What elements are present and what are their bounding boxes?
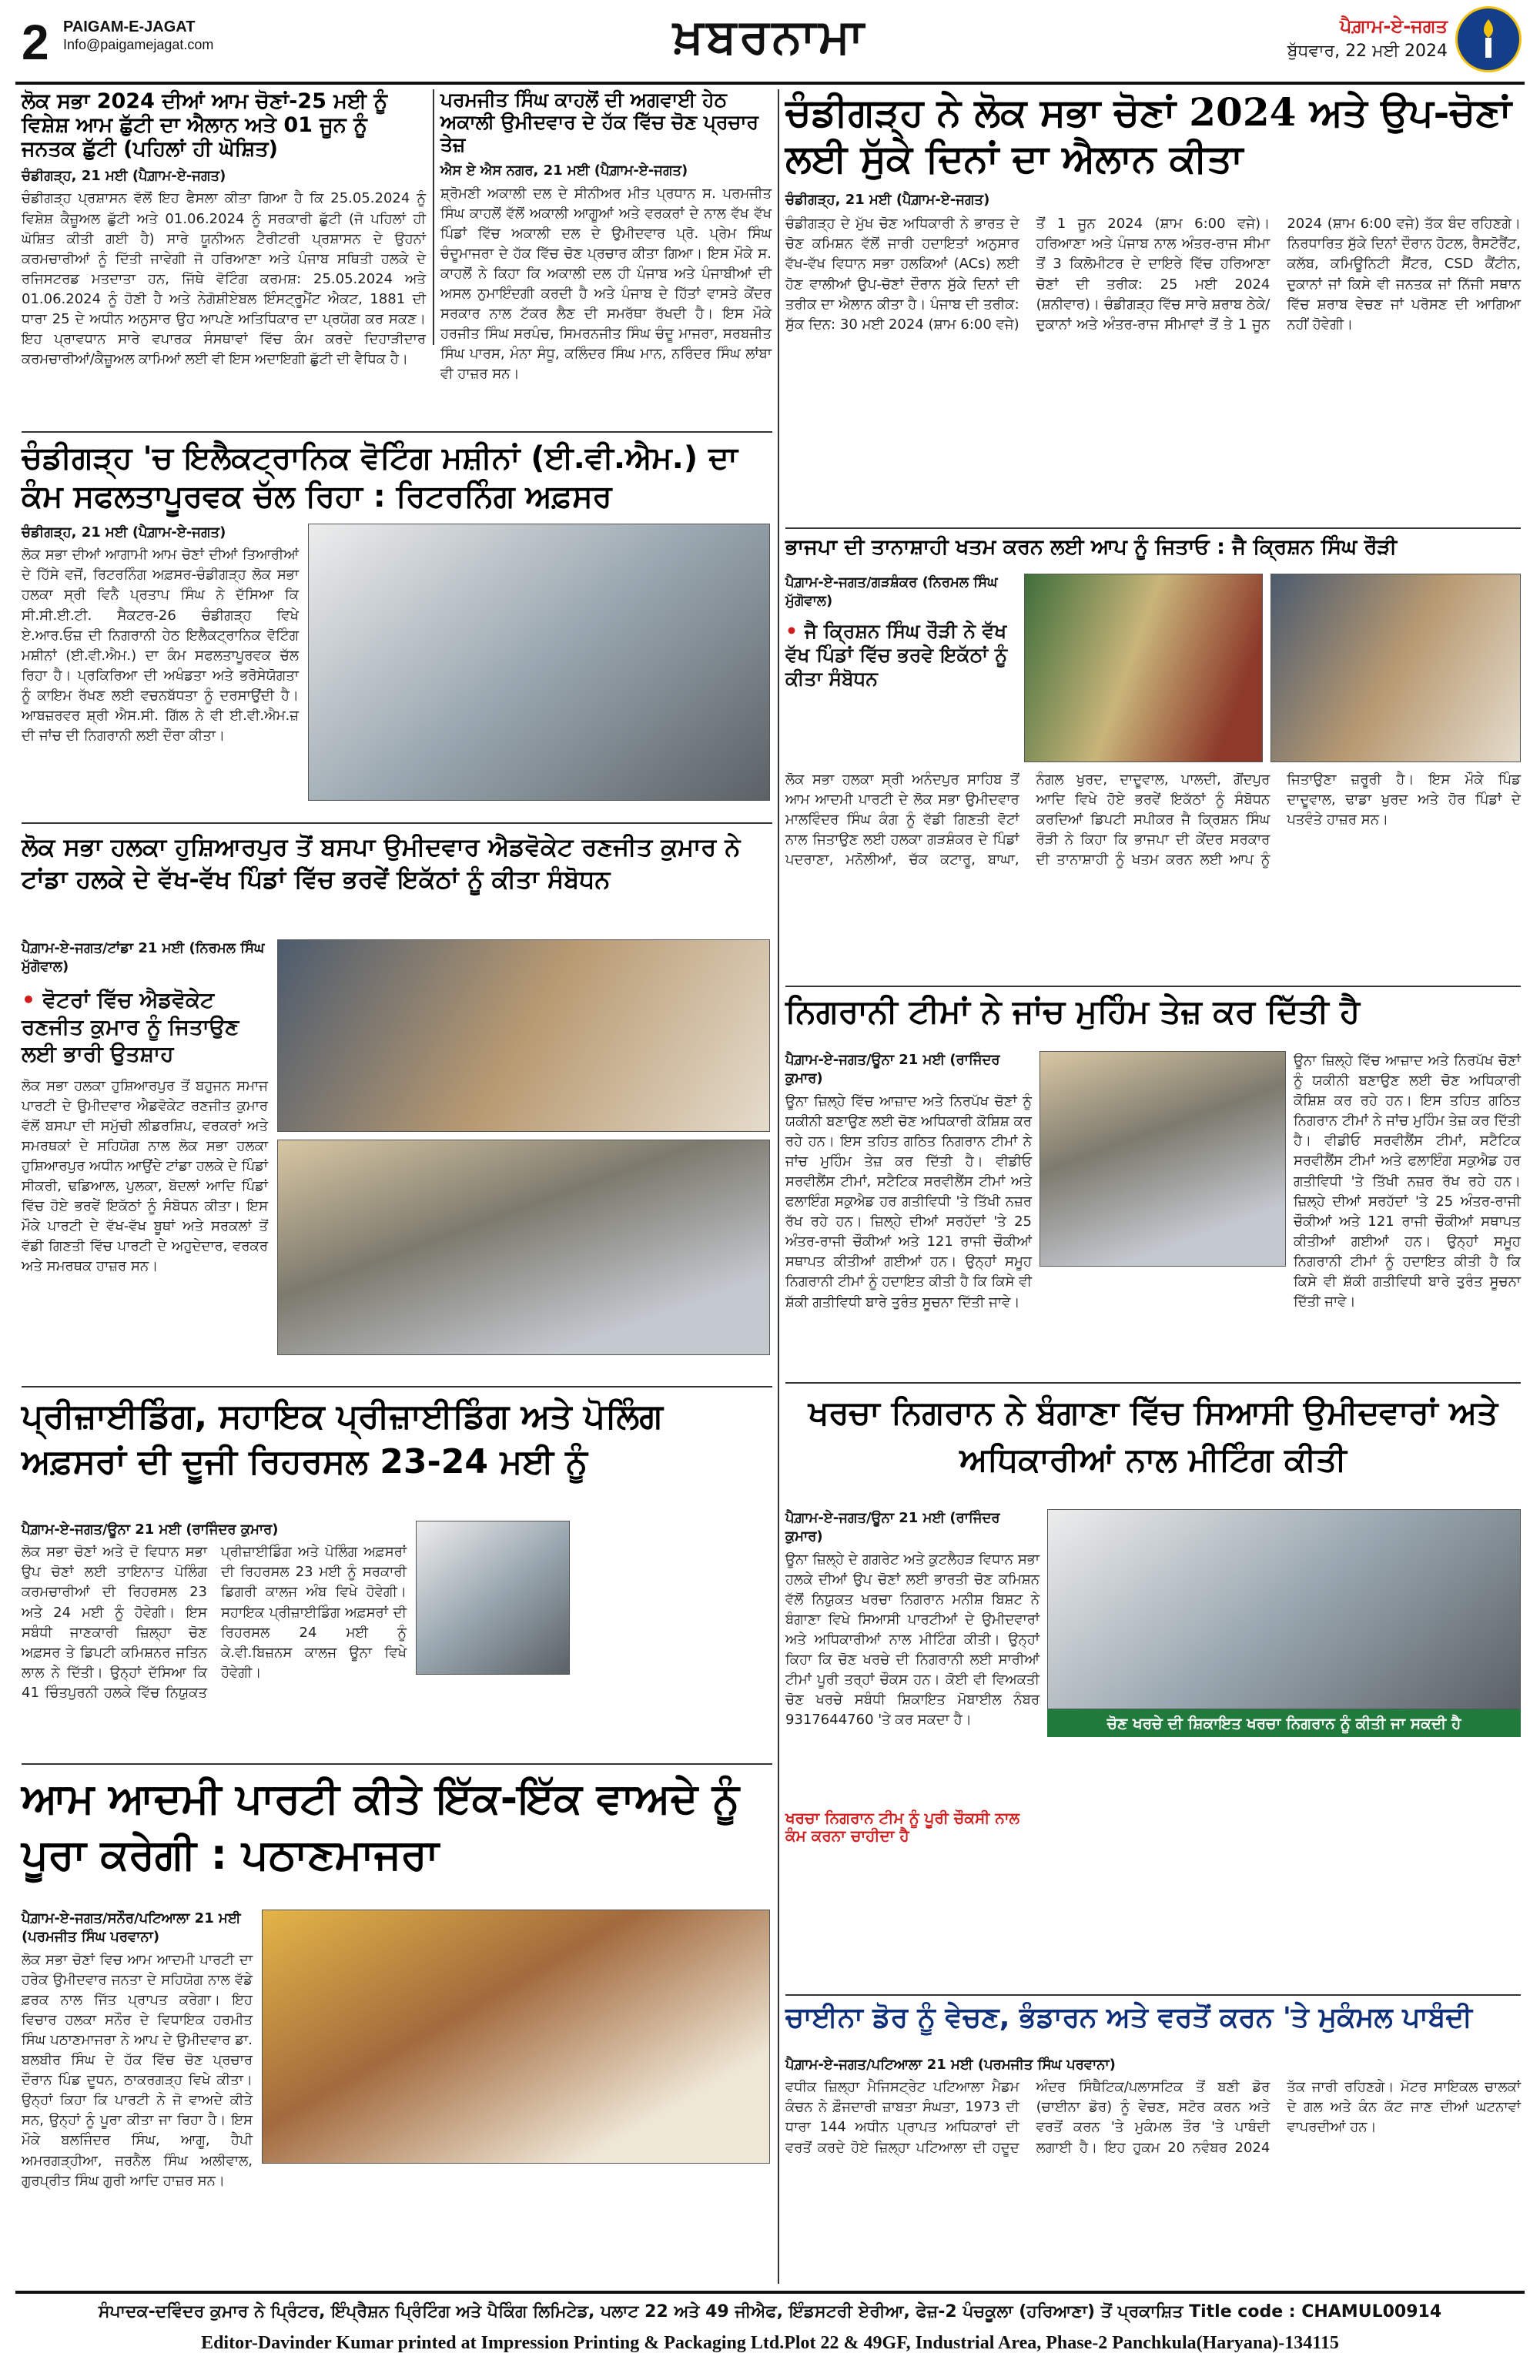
masthead-rule xyxy=(15,82,1525,85)
torch-logo-icon xyxy=(1455,6,1522,72)
section-divider xyxy=(785,527,1521,529)
footer-imprint-punjabi: ਸੰਪਾਦਕ-ਦਵਿੰਦਰ ਕੁਮਾਰ ਨੇ ਪ੍ਰਿੰਟਰ, ਇੰਪ੍ਰੈਸ਼ਨ ਪ੍ਰਿੰਟਿੰਗ ਅਤੇ ਪੈਕਿੰਗ ਲਿਮਿਟੇਡ, ਪਲਾਟ 22 ਅਤੇ 49 ਜੀਐਫ, ਇੰਡਸਟਰੀ ਏਰੀਆ, ਫੇਜ਼-2 ਪੰਚਕੂਲਾ (ਹਰਿਆਣਾ) ਤੋਂ ਪ੍ਰਕਾਸ਼ਿਤ Title code : CHAMUL00914 xyxy=(98,2302,1442,2321)
article-headline: ਪ੍ਰੀਜ਼ਾਈਡਿੰਗ, ਸਹਾਇਕ ਪ੍ਰੀਜ਼ਾਈਡਿੰਗ ਅਤੇ ਪੋਲਿੰਗ ਅਫ਼ਸਰਾਂ ਦੀ ਦੂਜੀ ਰਿਹਰਸਲ 23-24 ਮਈ ਨੂੰ xyxy=(22,1397,663,1482)
article-body: ਲੋਕ ਸਭਾ ਹਲਕਾ ਸ੍ਰੀ ਅਨੰਦਪੁਰ ਸਾਹਿਬ ਤੋਂ ਆਮ ਆਦਮੀ ਪਾਰਟੀ ਦੇ ਲੋਕ ਸਭਾ ਉਮੀਦਵਾਰ ਮਾਲਵਿੰਦਰ ਸਿੰਘ ਕੰਗ ਨੂੰ ਵੱਡੀ ਗਿਣਤੀ ਵੋਟਾਂ ਨਾਲ ਜਿਤਾਉਣ ਲਈ ਹਲਕਾ ਗੜਸ਼ੰਕਰ ਦੇ ਪਿੰਡਾਂ ਪਦਰਾਣਾ, ਮਨੋਲੀਆਂ, ਚੱਕ ਕਟਾਰੂ, ਬਾਘਾ, ਨੰਗਲ ਖੁਰਦ, ਦਾਦੂਵਾਲ, ਪਾਲਦੀ, ਗੋਂਦਪੁਰ ਆਦਿ ਵਿਖੇ ਹੋਏ ਭਰਵੇਂ ਇਕੱਠਾਂ ਨੂੰ ਸੰਬੋਧਨ ਕਰਦਿਆਂ ਡਿਪਟੀ ਸਪੀਕਰ ਜੈ ਕ੍ਰਿਸ਼ਨ ਸਿੰਘ ਰੌੜੀ ਨੇ ਕਿਹਾ ਕਿ ਭਾਜਪਾ ਦੀ ਕੇਂਦਰ ਸਰਕਾਰ ਦੀ ਤਾਨਾਸ਼ਾਹੀ ਨੂੰ ਖਤਮ ਕਰਨ ਲਈ ਆਪ ਨੂੰ ਜਿਤਾਉਣਾ ਜ਼ਰੂਰੀ ਹੈ। ਇਸ ਮੌਕੇ ਪਿੰਡ ਦਾਦੂਵਾਲ, ਢਾਡਾ ਖੁਰਦ ਅਤੇ ਹੋਰ ਪਿੰਡਾਂ ਦੇ ਪਤਵੰਤੇ ਹਾਜ਼ਰ ਸਨ। xyxy=(785,772,1521,869)
section-divider xyxy=(785,986,1521,987)
article-dateline: ਪੈਗ਼ਾਮ-ਏ-ਜਗਤ/ਪਟਿਆਲਾ 21 ਮਈ (ਪਰਮਜੀਤ ਸਿੰਘ ਪਰਵਾਨਾ) xyxy=(785,2057,1116,2073)
article-dateline: ਪੈਗ਼ਾਮ-ਏ-ਜਗਤ/ਟਾਂਡਾ 21 ਮਈ (ਨਿਰਮਲ ਸਿੰਘ ਮੁੱਗੋਵਾਲ) xyxy=(22,940,265,976)
article-headline: ਆਮ ਆਦਮੀ ਪਾਰਟੀ ਕੀਤੇ ਇੱਕ-ਇੱਕ ਵਾਅਦੇ ਨੂੰ ਪੂਰਾ ਕਰੇਗੀ : ਪਠਾਣਮਾਜਰਾ xyxy=(22,1774,740,1879)
article-nigrani xyxy=(785,993,1521,1039)
jto-body xyxy=(785,770,1521,978)
jto-photo-right xyxy=(1270,574,1521,762)
article-dateline: ਪੈਗ਼ਾਮ-ਏ-ਜਗਤ/ਸਨੌਰ/ਪਟਿਆਲਾ 21 ਮਈ (ਪਰਮਜੀਤ ਸਿੰਘ ਪਰਵਾਨਾ) xyxy=(22,1910,241,1946)
article-body: ਊਨਾ ਜ਼ਿਲ੍ਹੇ ਵਿੱਚ ਆਜ਼ਾਦ ਅਤੇ ਨਿਰਪੱਖ ਚੋਣਾਂ ਨੂੰ ਯਕੀਨੀ ਬਣਾਉਣ ਲਈ ਚੋਣ ਅਧਿਕਾਰੀ ਕੋਸ਼ਿਸ਼ ਕਰ ਰਹੇ ਹਨ। ਇਸ ਤਹਿਤ ਗਠਿਤ ਨਿਗਰਾਨ ਟੀਮਾਂ ਨੇ ਜਾਂਚ ਮੁਹਿੰਮ ਤੇਜ਼ ਕਰ ਦਿੱਤੀ ਹੈ। ਵੀਡੀਓ ਸਰਵੀਲੈਂਸ ਟੀਮਾਂ, ਸਟੈਟਿਕ ਸਰਵੀਲੈਂਸ ਟੀਮਾਂ ਅਤੇ ਫਲਾਇੰਗ ਸਕੁਐਡ ਹਰ ਗਤੀਵਿਧੀ 'ਤੇ ਤਿੱਖੀ ਨਜ਼ਰ ਰੱਖ ਰਹੇ ਹਨ। ਜ਼ਿਲ੍ਹੇ ਦੀਆਂ ਸਰਹੱਦਾਂ 'ਤੇ 25 ਅੰਤਰ-ਰਾਜੀ ਚੌਕੀਆਂ ਅਤੇ 121 ਰਾਜੀ ਚੌਕੀਆਂ ਸਥਾਪਤ ਕੀਤੀਆਂ ਗਈਆਂ ਹਨ। ਉਨ੍ਹਾਂ ਸਮੂਹ ਨਿਗਰਾਨੀ ਟੀਮਾਂ ਨੂੰ ਹਦਾਇਤ ਕੀਤੀ ਹੈ ਕਿ ਕਿਸੇ ਵੀ ਸ਼ੱਕੀ ਗਤੀਵਿਧੀ ਬਾਰੇ ਤੁਰੰਤ ਸੂਚਨਾ ਦਿੱਤੀ ਜਾਵੇ। xyxy=(785,1093,1032,1311)
nigrani-text-right xyxy=(1294,1051,1521,1374)
article-headline: ਭਾਜਪਾ ਦੀ ਤਾਨਾਸ਼ਾਹੀ ਖਤਮ ਕਰਨ ਲਈ ਆਪ ਨੂੰ ਜਿਤਾਓ : ਜੈ ਕ੍ਰਿਸ਼ਨ ਸਿੰਘ ਰੌੜੀ xyxy=(785,535,1398,559)
article-headline: ਲੋਕ ਸਭਾ ਹਲਕਾ ਹੁਸ਼ਿਆਰਪੁਰ ਤੋਂ ਬਸਪਾ ਉਮੀਦਵਾਰ ਐਡਵੋਕੇਟ ਰਣਜੀਤ ਕੁਮਾਰ ਨੇ ਟਾਂਡਾ ਹਲਕੇ ਦੇ ਵੱਖ-ਵੱਖ ਪਿੰਡਾਂ ਵਿੱਚ ਭਰਵੇਂ ਇਕੱਠਾਂ ਨੂੰ ਕੀਤਾ ਸੰਬੋਧਨ xyxy=(22,832,741,894)
section-divider xyxy=(22,1763,772,1765)
article-dateline: ਚੰਡੀਗੜ੍ਹ, 21 ਮਈ (ਪੈਗ਼ਾਮ-ਏ-ਜਗਤ) xyxy=(785,192,990,208)
article-body: ਲੋਕ ਸਭਾ ਚੋਣਾਂ ਵਿਚ ਆਮ ਆਦਮੀ ਪਾਰਟੀ ਦਾ ਹਰੇਕ ਉਮੀਦਵਾਰ ਜਨਤਾ ਦੇ ਸਹਿਯੋਗ ਨਾਲ ਵੱਡੇ ਫ਼ਰਕ ਨਾਲ ਜਿੱਤ ਪ੍ਰਾਪਤ ਕਰੇਗਾ। ਇਹ ਵਿਚਾਰ ਹਲਕਾ ਸਨੌਰ ਦੇ ਵਿਧਾਇਕ ਹਰਮੀਤ ਸਿੰਘ ਪਠਾਣਮਾਜਰਾ ਨੇ ਆਪ ਦੇ ਉਮੀਦਵਾਰ ਡਾ. ਬਲਬੀਰ ਸਿੰਘ ਦੇ ਹੱਕ ਵਿੱਚ ਚੋਣ ਪ੍ਰਚਾਰ ਦੌਰਾਨ ਪਿੰਡ ਦੂਧਨ, ਠਾਕਰਗੜ੍ਹ ਵਿਖੇ ਕੀਤਾ। ਉਨ੍ਹਾਂ ਕਿਹਾ ਕਿ ਪਾਰਟੀ ਨੇ ਜੋ ਵਾਅਦੇ ਕੀਤੇ ਸਨ, ਉਨ੍ਹਾਂ ਨੂੰ ਪੂਰਾ ਕੀਤਾ ਜਾ ਰਿਹਾ ਹੈ। ਇਸ ਮੌਕੇ ਬਲਜਿੰਦਰ ਸਿੰਘ, ਆਗੂ, ਹੈਪੀ ਅਮਰਗੜ੍ਹੀਆ, ਜਰਨੈਲ ਸਿੰਘ ਅਲੀਵਾਲ, ਗੁਰਪ੍ਰੀਤ ਸਿੰਘ ਗੁਰੀ ਆਦਿ ਹਾਜ਼ਰ ਸਨ। xyxy=(22,1951,253,2189)
article-aap xyxy=(22,1771,772,1902)
article-dateline: ਪੈਗ਼ਾਮ-ਏ-ਜਗਤ/ਗੜਸ਼ੰਕਰ (ਨਿਰਮਲ ਸਿੰਘ ਮੁੱਗੋਵਾਲ) xyxy=(785,574,998,610)
rehearsal-text xyxy=(22,1521,407,1759)
torch-icon xyxy=(1469,16,1508,62)
brand-name: ਪੈਗ਼ਾਮ-ਏ-ਜਗਤ xyxy=(1339,15,1448,37)
aap-text xyxy=(22,1910,253,2279)
jto-photo-left xyxy=(1024,574,1263,762)
kharcha-photo xyxy=(1047,1509,1521,1709)
article-body-continued: ਊਨਾ ਜ਼ਿਲ੍ਹੇ ਵਿੱਚ ਆਜ਼ਾਦ ਅਤੇ ਨਿਰਪੱਖ ਚੋਣਾਂ ਨੂੰ ਯਕੀਨੀ ਬਣਾਉਣ ਲਈ ਚੋਣ ਅਧਿਕਾਰੀ ਕੋਸ਼ਿਸ਼ ਕਰ ਰਹੇ ਹਨ। ਇਸ ਤਹਿਤ ਗਠਿਤ ਨਿਗਰਾਨ ਟੀਮਾਂ ਨੇ ਜਾਂਚ ਮੁਹਿੰਮ ਤੇਜ਼ ਕਰ ਦਿੱਤੀ ਹੈ। ਵੀਡੀਓ ਸਰਵੀਲੈਂਸ ਟੀਮਾਂ, ਸਟੈਟਿਕ ਸਰਵੀਲੈਂਸ ਟੀਮਾਂ ਅਤੇ ਫਲਾਇੰਗ ਸਕੁਐਡ ਹਰ ਗਤੀਵਿਧੀ 'ਤੇ ਤਿੱਖੀ ਨਜ਼ਰ ਰੱਖ ਰਹੇ ਹਨ। ਜ਼ਿਲ੍ਹੇ ਦੀਆਂ ਸਰਹੱਦਾਂ 'ਤੇ 25 ਅੰਤਰ-ਰਾਜੀ ਚੌਕੀਆਂ ਅਤੇ 121 ਰਾਜੀ ਚੌਕੀਆਂ ਸਥਾਪਤ ਕੀਤੀਆਂ ਗਈਆਂ ਹਨ। ਉਨ੍ਹਾਂ ਸਮੂਹ ਨਿਗਰਾਨੀ ਟੀਮਾਂ ਨੂੰ ਹਦਾਇਤ ਕੀਤੀ ਹੈ ਕਿ ਕਿਸੇ ਵੀ ਸ਼ੱਕੀ ਗਤੀਵਿਧੀ ਬਾਰੇ ਤੁਰੰਤ ਸੂਚਨਾ ਦਿੱਤੀ ਜਾਵੇ। xyxy=(1294,1053,1521,1311)
article-kharcha xyxy=(785,1390,1521,1505)
section-divider xyxy=(785,1994,1521,1996)
article-kahlon xyxy=(440,89,772,428)
article-bsp xyxy=(22,832,772,932)
article-headline: ਚਾਈਨਾ ਡੋਰ ਨੂੰ ਵੇਚਣ, ਭੰਡਾਰਨ ਅਤੇ ਵਰਤੋਂ ਕਰਨ 'ਤੇ ਮੁਕੰਮਲ ਪਾਬੰਦੀ xyxy=(785,2002,1472,2034)
page-number: 2 xyxy=(22,15,49,70)
publication-name: PAIGAM-E-JAGAT xyxy=(63,18,196,35)
article-body: ਵਧੀਕ ਜ਼ਿਲ੍ਹਾ ਮੈਜਿਸਟ੍ਰੇਟ ਪਟਿਆਲਾ ਮੈਡਮ ਕੰਚਨ ਨੇ ਫ਼ੌਜਦਾਰੀ ਜ਼ਾਬਤਾ ਸੰਘਤਾ, 1973 ਦੀ ਧਾਰਾ 144 ਅਧੀਨ ਪ੍ਰਾਪਤ ਅਧਿਕਾਰਾਂ ਦੀ ਵਰਤੋਂ ਕਰਦੇ ਹੋਏ ਜ਼ਿਲ੍ਹਾ ਪਟਿਆਲਾ ਦੀ ਹਦੂਦ ਅੰਦਰ ਸਿੰਥੈਟਿਕ/ਪਲਾਸਟਿਕ ਤੋਂ ਬਣੀ ਡੋਰ (ਚਾਈਨਾ ਡੋਰ) ਨੂੰ ਵੇਚਣ, ਸਟੋਰ ਕਰਨ ਅਤੇ ਵਰਤੋਂ ਕਰਨ 'ਤੇ ਮੁਕੰਮਲ ਤੌਰ 'ਤੇ ਪਾਬੰਦੀ ਲਗਾਈ ਹੈ। ਇਹ ਹੁਕਮ 20 ਨਵੰਬਰ 2024 ਤੱਕ ਜਾਰੀ ਰਹਿਣਗੇ। ਮੋਟਰ ਸਾਇਕਲ ਚਾਲਕਾਂ ਦੇ ਗਲ ਅਤੇ ਕੰਨ ਕੱਟ ਜਾਣ ਦੀਆਂ ਘਟਨਾਵਾਂ ਵਾਪਰਦੀਆਂ ਹਨ। xyxy=(785,2079,1521,2156)
nigrani-text-left xyxy=(785,1051,1032,1374)
kharcha-text xyxy=(785,1509,1040,1802)
article-body: ਸ਼੍ਰੋਮਣੀ ਅਕਾਲੀ ਦਲ ਦੇ ਸੀਨੀਅਰ ਮੀਤ ਪ੍ਰਧਾਨ ਸ. ਪਰਮਜੀਤ ਸਿੰਘ ਕਾਹਲੋਂ ਵੱਲੋਂ ਅਕਾਲੀ ਆਗੂਆਂ ਅਤੇ ਵਰਕਰਾਂ ਦੇ ਨਾਲ ਵੱਖ ਵੱਖ ਪਿੰਡਾਂ ਵਿੱਚ ਅਕਾਲੀ ਦਲ ਦੇ ਉਮੀਦਵਾਰ ਪ੍ਰੋ. ਪ੍ਰੇਮ ਸਿੰਘ ਚੰਦੂਮਾਜਰਾ ਦੇ ਹੱਕ ਵਿੱਚ ਚੋਣ ਪ੍ਰਚਾਰ ਕੀਤਾ ਗਿਆ। ਇਸ ਮੌਕੇ ਸ. ਕਾਹਲੋਂ ਨੇ ਕਿਹਾ ਕਿ ਅਕਾਲੀ ਦਲ ਹੀ ਪੰਜਾਬ ਅਤੇ ਪੰਜਾਬੀਆਂ ਦੀ ਅਸਲ ਨੁਮਾਇੰਦਗੀ ਕਰਦੀ ਹੈ ਅਤੇ ਪੰਜਾਬ ਦੇ ਹਿੱਤਾਂ ਵਾਸਤੇ ਕੇਂਦਰ ਸਰਕਾਰ ਨਾਲ ਟੱਕਰ ਲੈਣ ਦੀ ਸਮਰੱਥਾ ਰੱਖਦੀ ਹੈ। ਇਸ ਮੌਕੇ ਹਰਜੀਤ ਸਿੰਘ ਸਰਪੰਚ, ਸਿਮਰਨਜੀਤ ਸਿੰਘ ਚੰਦੂ ਮਾਜਰਾ, ਸਰਬਜੀਤ ਸਿੰਘ ਪਾਰਸ, ਮੰਨਾ ਸੰਧੂ, ਕਲਿੰਦਰ ਸਿੰਘ ਮਾਨ, ਨਰਿੰਦਰ ਸਿੰਘ ਲਾਂਬਾ ਵੀ ਹਾਜ਼ਰ ਸਨ। xyxy=(440,185,772,383)
article-dateline: ਚੰਡੀਗੜ੍ਹ, 21 ਮਈ (ਪੈਗ਼ਾਮ-ਏ-ਜਗਤ) xyxy=(22,168,226,185)
aap-photo xyxy=(262,1910,770,2164)
rehearsal-portrait xyxy=(416,1521,570,1675)
evm-text-left xyxy=(22,524,299,816)
article-body: ਲੋਕ ਸਭਾ ਦੀਆਂ ਆਗਾਮੀ ਆਮ ਚੋਣਾਂ ਦੀਆਂ ਤਿਆਰੀਆਂ ਦੇ ਹਿੱਸੇ ਵਜੋਂ, ਰਿਟਰਨਿੰਗ ਅਫ਼ਸਰ-ਚੰਡੀਗੜ੍ਹ ਲੋਕ ਸਭਾ ਹਲਕਾ ਸ੍ਰੀ ਵਿਨੈ ਪ੍ਰਤਾਪ ਸਿੰਘ ਨੇ ਦੱਸਿਆ ਕਿ ਸੀ.ਸੀ.ਈ.ਟੀ. ਸੈਕਟਰ-26 ਚੰਡੀਗੜ੍ਹ ਵਿਖੇ ਏ.ਆਰ.ਓਜ਼ ਦੀ ਨਿਗਰਾਨੀ ਹੇਠ ਇਲੈਕਟ੍ਰਾਨਿਕ ਵੋਟਿੰਗ ਮਸ਼ੀਨਾਂ (ਈ.ਵੀ.ਐਮ.) ਦਾ ਕੰਮ ਸਫਲਤਾਪੂਰਵਕ ਚੱਲ ਰਿਹਾ ਹੈ। ਪ੍ਰਕਿਰਿਆ ਦੀ ਅਖੰਡਤਾ ਅਤੇ ਭਰੋਸੇਯੋਗਤਾ ਨੂੰ ਕਾਇਮ ਰੱਖਣ ਲਈ ਵਚਨਬੱਧਤਾ ਨੂੰ ਦਰਸਾਉਂਦੀ ਹੈ। ਆਬਜ਼ਰਵਰ ਸ਼੍ਰੀ ਐਸ.ਸੀ. ਗਿੱਲ ਨੇ ਵੀ ਈ.ਵੀ.ਐਮ.ਜ਼ ਦੀ ਜਾਂਚ ਦੀ ਨਿਗਰਾਨੀ ਲਈ ਦੌਰਾ ਕੀਤਾ। xyxy=(22,547,299,745)
article-jto xyxy=(785,535,1521,566)
article-body: ਲੋਕ ਸਭਾ ਚੋਣਾਂ ਅਤੇ ਦੋ ਵਿਧਾਨ ਸਭਾ ਉਪ ਚੋਣਾਂ ਲਈ ਤਾਇਨਾਤ ਪੋਲਿੰਗ ਕਰਮਚਾਰੀਆਂ ਦੀ ਰਿਹਰਸਲ 23 ਅਤੇ 24 ਮਈ ਨੂੰ ਹੋਵੇਗੀ। ਇਸ ਸਬੰਧੀ ਜਾਣਕਾਰੀ ਜ਼ਿਲ੍ਹਾ ਚੋਣ ਅਫ਼ਸਰ ਤੇ ਡਿਪਟੀ ਕਮਿਸ਼ਨਰ ਜਤਿਨ ਲਾਲ ਨੇ ਦਿੱਤੀ। ਉਨ੍ਹਾਂ ਦੱਸਿਆ ਕਿ 41 ਚਿੰਤਪੁਰਨੀ ਹਲਕੇ ਵਿੱਚ ਨਿਯੁਕਤ ਪ੍ਰੀਜ਼ਾਈਡਿੰਗ ਅਤੇ ਪੋਲਿੰਗ ਅਫ਼ਸਰਾਂ ਦੀ ਰਿਹਰਸਲ 23 ਮਈ ਨੂੰ ਸਰਕਾਰੀ ਡਿਗਰੀ ਕਾਲਜ ਅੰਬ ਵਿਖੇ ਹੋਵੇਗੀ। ਸਹਾਇਕ ਪ੍ਰੀਜ਼ਾਈਡਿੰਗ ਅਫ਼ਸਰਾਂ ਦੀ ਰਿਹਰਸਲ 24 ਮਈ ਨੂੰ ਕੇ.ਵੀ.ਬਿਜ਼ਨਸ ਕਾਲਜ ਊਨਾ ਵਿਖੇ ਹੋਵੇਗੀ। xyxy=(22,1544,407,1701)
evm-photo xyxy=(308,524,770,801)
article-headline: ਲੋਕ ਸਭਾ 2024 ਦੀਆਂ ਆਮ ਚੋਣਾਂ-25 ਮਈ ਨੂੰ ਵਿਸ਼ੇਸ਼ ਆਮ ਛੁੱਟੀ ਦਾ ਐਲਾਨ ਅਤੇ 01 ਜੂਨ ਨੂੰ ਜਨਤਕ ਛੁੱਟੀ (ਪਹਿਲਾਂ ਹੀ ਘੋਸ਼ਿਤ) xyxy=(22,89,388,162)
article-bullet: • ਵੋਟਰਾਂ ਵਿੱਚ ਐਡਵੋਕੇਟ ਰਣਜੀਤ ਕੁਮਾਰ ਨੂੰ ਜਿਤਾਉਣ ਲਈ ਭਾਰੀ ਉਤਸ਼ਾਹ xyxy=(22,986,268,1067)
article-headline: ਚੰਡੀਗੜ੍ਹ 'ਚ ਇਲੈਕਟ੍ਰਾਨਿਕ ਵੋਟਿੰਗ ਮਸ਼ੀਨਾਂ (ਈ.ਵੀ.ਐਮ.) ਦਾ ਕੰਮ ਸਫਲਤਾਪੂਰਵਕ ਚੱਲ ਰਿਹਾ : ਰਿਟਰਨਿੰਗ ਅਫ਼ਸਰ xyxy=(22,440,738,514)
article-headline: ਨਿਗਰਾਨੀ ਟੀਮਾਂ ਨੇ ਜਾਂਚ ਮੁਹਿੰਮ ਤੇਜ਼ ਕਰ ਦਿੱਤੀ ਹੈ xyxy=(785,993,1361,1030)
article-subhead: ਖਰਚਾ ਨਿਗਰਾਨ ਟੀਮ ਨੂੰ ਪੂਰੀ ਚੌਕਸੀ ਨਾਲ ਕੰਮ ਕਰਨਾ ਚਾਹੀਦਾ ਹੈ xyxy=(785,1809,1020,1845)
article-headline: ਚੰਡੀਗੜ੍ਹ ਨੇ ਲੋਕ ਸਭਾ ਚੋਣਾਂ 2024 ਅਤੇ ਉਪ-ਚੋਣਾਂ ਲਈ ਸੁੱਕੇ ਦਿਨਾਂ ਦਾ ਐਲਾਨ ਕੀਤਾ xyxy=(785,89,1512,181)
section-divider xyxy=(785,1382,1521,1384)
article-body: ਲੋਕ ਸਭਾ ਹਲਕਾ ਹੁਸ਼ਿਆਰਪੁਰ ਤੋਂ ਬਹੁਜਨ ਸਮਾਜ ਪਾਰਟੀ ਦੇ ਉਮੀਦਵਾਰ ਐਡਵੋਕੇਟ ਰਣਜੀਤ ਕੁਮਾਰ ਵੱਲੋਂ ਬਸਪਾ ਦੀ ਸਮੁੱਚੀ ਲੀਡਰਸ਼ਿਪ, ਵਰਕਰਾਂ ਅਤੇ ਸਮਰਥਕਾਂ ਦੇ ਸਹਿਯੋਗ ਨਾਲ ਲੋਕ ਸਭਾ ਹਲਕਾ ਹੁਸ਼ਿਆਰਪੁਰ ਅਧੀਨ ਆਉਂਦੇ ਟਾਂਡਾ ਹਲਕੇ ਦੇ ਪਿੰਡਾਂ ਸੀਕਰੀ, ਢਡਿਆਲ, ਪੁਲਕਾ, ਬੋਦਲਾਂ ਆਦਿ ਪਿੰਡਾਂ ਵਿੱਚ ਹੋਏ ਭਰਵੇਂ ਇਕੱਠਾਂ ਨੂੰ ਸੰਬੋਧਨ ਕੀਤਾ। ਇਸ ਮੌਕੇ ਪਾਰਟੀ ਦੇ ਵੱਖ-ਵੱਖ ਬੂਥਾਂ ਅਤੇ ਸਰਕਲਾਂ ਤੋਂ ਵੱਡੀ ਗਿਣਤੀ ਵਿੱਚ ਪਾਰਟੀ ਦੇ ਅਹੁਦੇਦਾਰ, ਵਰਕਰ ਅਤੇ ਸਮਰਥਕ ਹਾਜ਼ਰ ਸਨ। xyxy=(22,1077,268,1275)
bsp-photo-stage xyxy=(277,1140,770,1355)
article-body: ਊਨਾ ਜ਼ਿਲ੍ਹੇ ਦੇ ਗਗਰੇਟ ਅਤੇ ਕੁਟਲੈਹੜ ਵਿਧਾਨ ਸਭਾ ਹਲਕੇ ਦੀਆਂ ਉਪ ਚੋਣਾਂ ਲਈ ਭਾਰਤੀ ਚੋਣ ਕਮਿਸ਼ਨ ਵੱਲੋਂ ਨਿਯੁਕਤ ਖਰਚਾ ਨਿਗਰਾਨ ਮਨੀਸ਼ ਬਿਸ਼ਟ ਨੇ ਬੰਗਾਣਾ ਵਿਖੇ ਸਿਆਸੀ ਪਾਰਟੀਆਂ ਦੇ ਉਮੀਦਵਾਰਾਂ ਅਤੇ ਅਧਿਕਾਰੀਆਂ ਨਾਲ ਮੀਟਿੰਗ ਕੀਤੀ। ਉਨ੍ਹਾਂ ਕਿਹਾ ਕਿ ਚੋਣ ਖਰਚੇ ਦੀ ਨਿਗਰਾਨੀ ਲਈ ਸਾਰੀਆਂ ਟੀਮਾਂ ਪੂਰੀ ਤਰ੍ਹਾਂ ਚੌਕਸ ਹਨ। ਕੋਈ ਵੀ ਵਿਅਕਤੀ ਚੋਣ ਖਰਚੇ ਸਬੰਧੀ ਸ਼ਿਕਾਇਤ ਮੋਬਾਈਲ ਨੰਬਰ 9317644760 'ਤੇ ਕਰ ਸਕਦਾ ਹੈ। xyxy=(785,1551,1040,1729)
issue-date: ਬੁੱਧਵਾਰ, 22 ਮਈ 2024 xyxy=(1287,42,1448,61)
footer-imprint-english: Editor-Davinder Kumar printed at Impression Printing & Packaging Ltd.Plot 22 & 49GF, Industrial Area, Phase-2 Panchkula(Haryana)-134115 xyxy=(201,2333,1339,2353)
section-title: ਖ਼ਬਰਨਾਮਾ xyxy=(673,8,867,64)
article-headline: ਪਰਮਜੀਤ ਸਿੰਘ ਕਾਹਲੋਂ ਦੀ ਅਗਵਾਈ ਹੇਠ ਅਕਾਲੀ ਉਮੀਦਵਾਰ ਦੇ ਹੱਕ ਵਿੱਚ ਚੋਣ ਪ੍ਰਚਾਰ ਤੇਜ਼ xyxy=(440,89,758,156)
article-dateline: ਪੈਗ਼ਾਮ-ਏ-ਜਗਤ/ਊਨਾ 21 ਮਈ (ਰਾਜਿੰਦਰ ਕੁਮਾਰ) xyxy=(785,1052,1000,1087)
bsp-photo-crowd xyxy=(277,939,770,1132)
article-dateline: ਐਸ ਏ ਐਸ ਨਗਰ, 21 ਮਈ (ਪੈਗ਼ਾਮ-ਏ-ਜਗਤ) xyxy=(440,162,688,179)
section-divider xyxy=(22,1386,772,1387)
column-divider xyxy=(433,89,434,345)
article-holiday xyxy=(22,89,426,368)
article-dateline: ਪੈਗ਼ਾਮ-ਏ-ਜਗਤ/ਊਨਾ 21 ਮਈ (ਰਾਜਿੰਦਰ ਕੁਮਾਰ) xyxy=(22,1521,279,1538)
article-headline: ਖਰਚਾ ਨਿਗਰਾਨ ਨੇ ਬੰਗਾਣਾ ਵਿੱਚ ਸਿਆਸੀ ਉਮੀਦਵਾਰਾਂ ਅਤੇ ਅਧਿਕਾਰੀਆਂ ਨਾਲ ਮੀਟਿੰਗ ਕੀਤੀ xyxy=(808,1394,1498,1478)
section-divider xyxy=(22,822,772,824)
nigrani-photo xyxy=(1040,1051,1286,1267)
article-body: ਚੰਡੀਗੜ੍ਹ ਦੇ ਮੁੱਖ ਚੋਣ ਅਧਿਕਾਰੀ ਨੇ ਭਾਰਤ ਦੇ ਚੋਣ ਕਮਿਸ਼ਨ ਵੱਲੋਂ ਜਾਰੀ ਹਦਾਇਤਾਂ ਅਨੁਸਾਰ ਵੱਖ-ਵੱਖ ਵਿਧਾਨ ਸਭਾ ਹਲਕਿਆਂ (ACs) ਲਈ ਹੋਣ ਵਾਲੀਆਂ ਉਪ-ਚੋਣਾਂ ਦੌਰਾਨ ਸੁੱਕੇ ਦਿਨਾਂ ਦੀ ਤਰੀਕ ਦਾ ਐਲਾਨ ਕੀਤਾ ਹੈ। ਪੰਜਾਬ ਦੀ ਤਰੀਕ: ਸੁੱਕ ਦਿਨ: 30 ਮਈ 2024 (ਸ਼ਾਮ 6:00 ਵਜੇ) ਤੋਂ 1 ਜੂਨ 2024 (ਸ਼ਾਮ 6:00 ਵਜੇ)। ਹਰਿਆਣਾ ਅਤੇ ਪੰਜਾਬ ਨਾਲ ਅੰਤਰ-ਰਾਜ ਸੀਮਾ ਤੋਂ 3 ਕਿਲੋਮੀਟਰ ਦੇ ਦਾਇਰੇ ਵਿੱਚ ਹਰਿਆਣਾ ਚੋਣਾਂ ਦੀ ਤਰੀਕ: 25 ਮਈ 2024 (ਸ਼ਨੀਵਾਰ)। ਚੰਡੀਗੜ੍ਹ ਵਿੱਚ ਸਾਰੇ ਸ਼ਰਾਬ ਠੇਕੇ/ਦੁਕਾਨਾਂ ਅਤੇ ਅੰਤਰ-ਰਾਜ ਸੀਮਾਵਾਂ ਤੋਂ ਤੇ 1 ਜੂਨ 2024 (ਸ਼ਾਮ 6:00 ਵਜੇ) ਤੱਕ ਬੰਦ ਰਹਿਣਗੇ। ਨਿਰਧਾਰਿਤ ਸੁੱਕੇ ਦਿਨਾਂ ਦੌਰਾਨ ਹੋਟਲ, ਰੈਸਟੋਰੈਂਟ, ਕਲੱਬ, ਕਮਿਊਨਿਟੀ ਸੈਂਟਰ, CSD ਕੈਂਟੀਨ, ਦੁਕਾਨਾਂ ਜਾਂ ਕਿਸੇ ਵੀ ਜਨਤਕ ਜਾਂ ਨਿੱਜੀ ਸਥਾਨ ਵਿੱਚ ਸ਼ਰਾਬ ਵੇਚਣ ਜਾਂ ਪਰੋਸਣ ਦੀ ਆਗਿਆ ਨਹੀਂ ਹੋਵੇਗੀ। xyxy=(785,216,1521,333)
article-body: ਚੰਡੀਗੜ੍ਹ ਪ੍ਰਸ਼ਾਸਨ ਵੱਲੋਂ ਇਹ ਫੈਸਲਾ ਕੀਤਾ ਗਿਆ ਹੈ ਕਿ 25.05.2024 ਨੂੰ ਵਿਸ਼ੇਸ਼ ਕੈਜ਼ੂਅਲ ਛੁੱਟੀ ਅਤੇ 01.06.2024 ਨੂੰ ਸਰਕਾਰੀ ਛੁੱਟੀ (ਜੋ ਪਹਿਲਾਂ ਹੀ ਘੋਸ਼ਿਤ ਕੀਤੀ ਗਈ ਹੈ) ਸਾਰੇ ਯੂਨੀਅਨ ਟੈਰੀਟਰੀ ਪ੍ਰਸ਼ਾਸਨ ਦੇ ਉਹਨਾਂ ਕਰਮਚਾਰੀਆਂ ਨੂੰ ਦਿੱਤੀ ਜਾਵੇਗੀ ਜੋ ਹਰਿਆਣਾ ਅਤੇ ਪੰਜਾਬ ਸਥਿਤੀ ਹਲਕੇ ਦੇ ਰਜਿਸਟਰਡ ਮਤਦਾਤਾ ਹਨ, ਜਿੱਥੇ ਵੋਟਿੰਗ ਕਰਮਸ਼: 25.05.2024 ਅਤੇ 01.06.2024 ਨੂੰ ਹੋਣੀ ਹੈ ਅਤੇ ਨੇਗੋਸ਼ੀਏਬਲ ਇੰਸਟ੍ਰੂਮੈਂਟ ਐਕਟ, 1881 ਦੀ ਧਾਰਾ 25 ਦੇ ਅਧੀਨ ਅਨੁਸਾਰ ਉਹ ਆਪਣੇ ਅਤਿਧਿਕਾਰ ਦਾ ਪ੍ਰਯੋਗ ਕਰ ਸਕਣ। ਇਹ ਪ੍ਰਾਵਧਾਨ ਸਾਰੇ ਵਪਾਰਕ ਸੰਸਥਾਵਾਂ ਵਿੱਚ ਕੰਮ ਕਰਦੇ ਦਿਹਾੜੀਦਾਰ ਕਰਮਚਾਰੀਆਂ/ਕੈਜ਼ੂਅਲ ਕਾਮਿਆਂ ਲਈ ਵੀ ਇਸ ਅਦਾਇਗੀ ਛੁੱਟੀ ਦੀ ਵੈਧਿਕ ਹੈ। xyxy=(22,190,426,368)
chinese-text xyxy=(785,2056,1521,2279)
bsp-text xyxy=(22,939,268,1363)
footer-rule xyxy=(15,2291,1525,2294)
article-rehearsal xyxy=(22,1394,772,1517)
article-dateline: ਪੈਗ਼ਾਮ-ਏ-ਜਗਤ/ਊਨਾ 21 ਮਈ (ਰਾਜਿੰਦਰ ਕੁਮਾਰ) xyxy=(785,1510,1000,1545)
article-bullet: • ਜੈ ਕ੍ਰਿਸ਼ਨ ਸਿੰਘ ਰੌੜੀ ਨੇ ਵੱਖ ਵੱਖ ਪਿੰਡਾਂ ਵਿੱਚ ਭਰਵੇ ਇਕੱਠਾਂ ਨੂੰ ਕੀਤਾ ਸੰਬੋਧਨ xyxy=(785,619,1016,691)
kharcha-subhead-box xyxy=(785,1809,1040,1871)
email-link[interactable]: Info@paigamejagat.com xyxy=(63,37,214,52)
article-chinese xyxy=(785,2002,1521,2048)
article-dry-days xyxy=(785,89,1521,521)
article-dateline: ਚੰਡੀਗੜ੍ਹ, 21 ਮਈ (ਪੈਗ਼ਾਮ-ਏ-ਜਗਤ) xyxy=(22,524,226,541)
section-divider xyxy=(22,431,772,433)
photo-caption: ਚੋਣ ਖਰਚੇ ਦੀ ਸ਼ਿਕਾਇਤ ਖਰਚਾ ਨਿਗਰਾਨ ਨੂੰ ਕੀਤੀ ਜਾ ਸਕਦੀ ਹੈ xyxy=(1047,1709,1521,1737)
column-divider xyxy=(778,89,779,2284)
